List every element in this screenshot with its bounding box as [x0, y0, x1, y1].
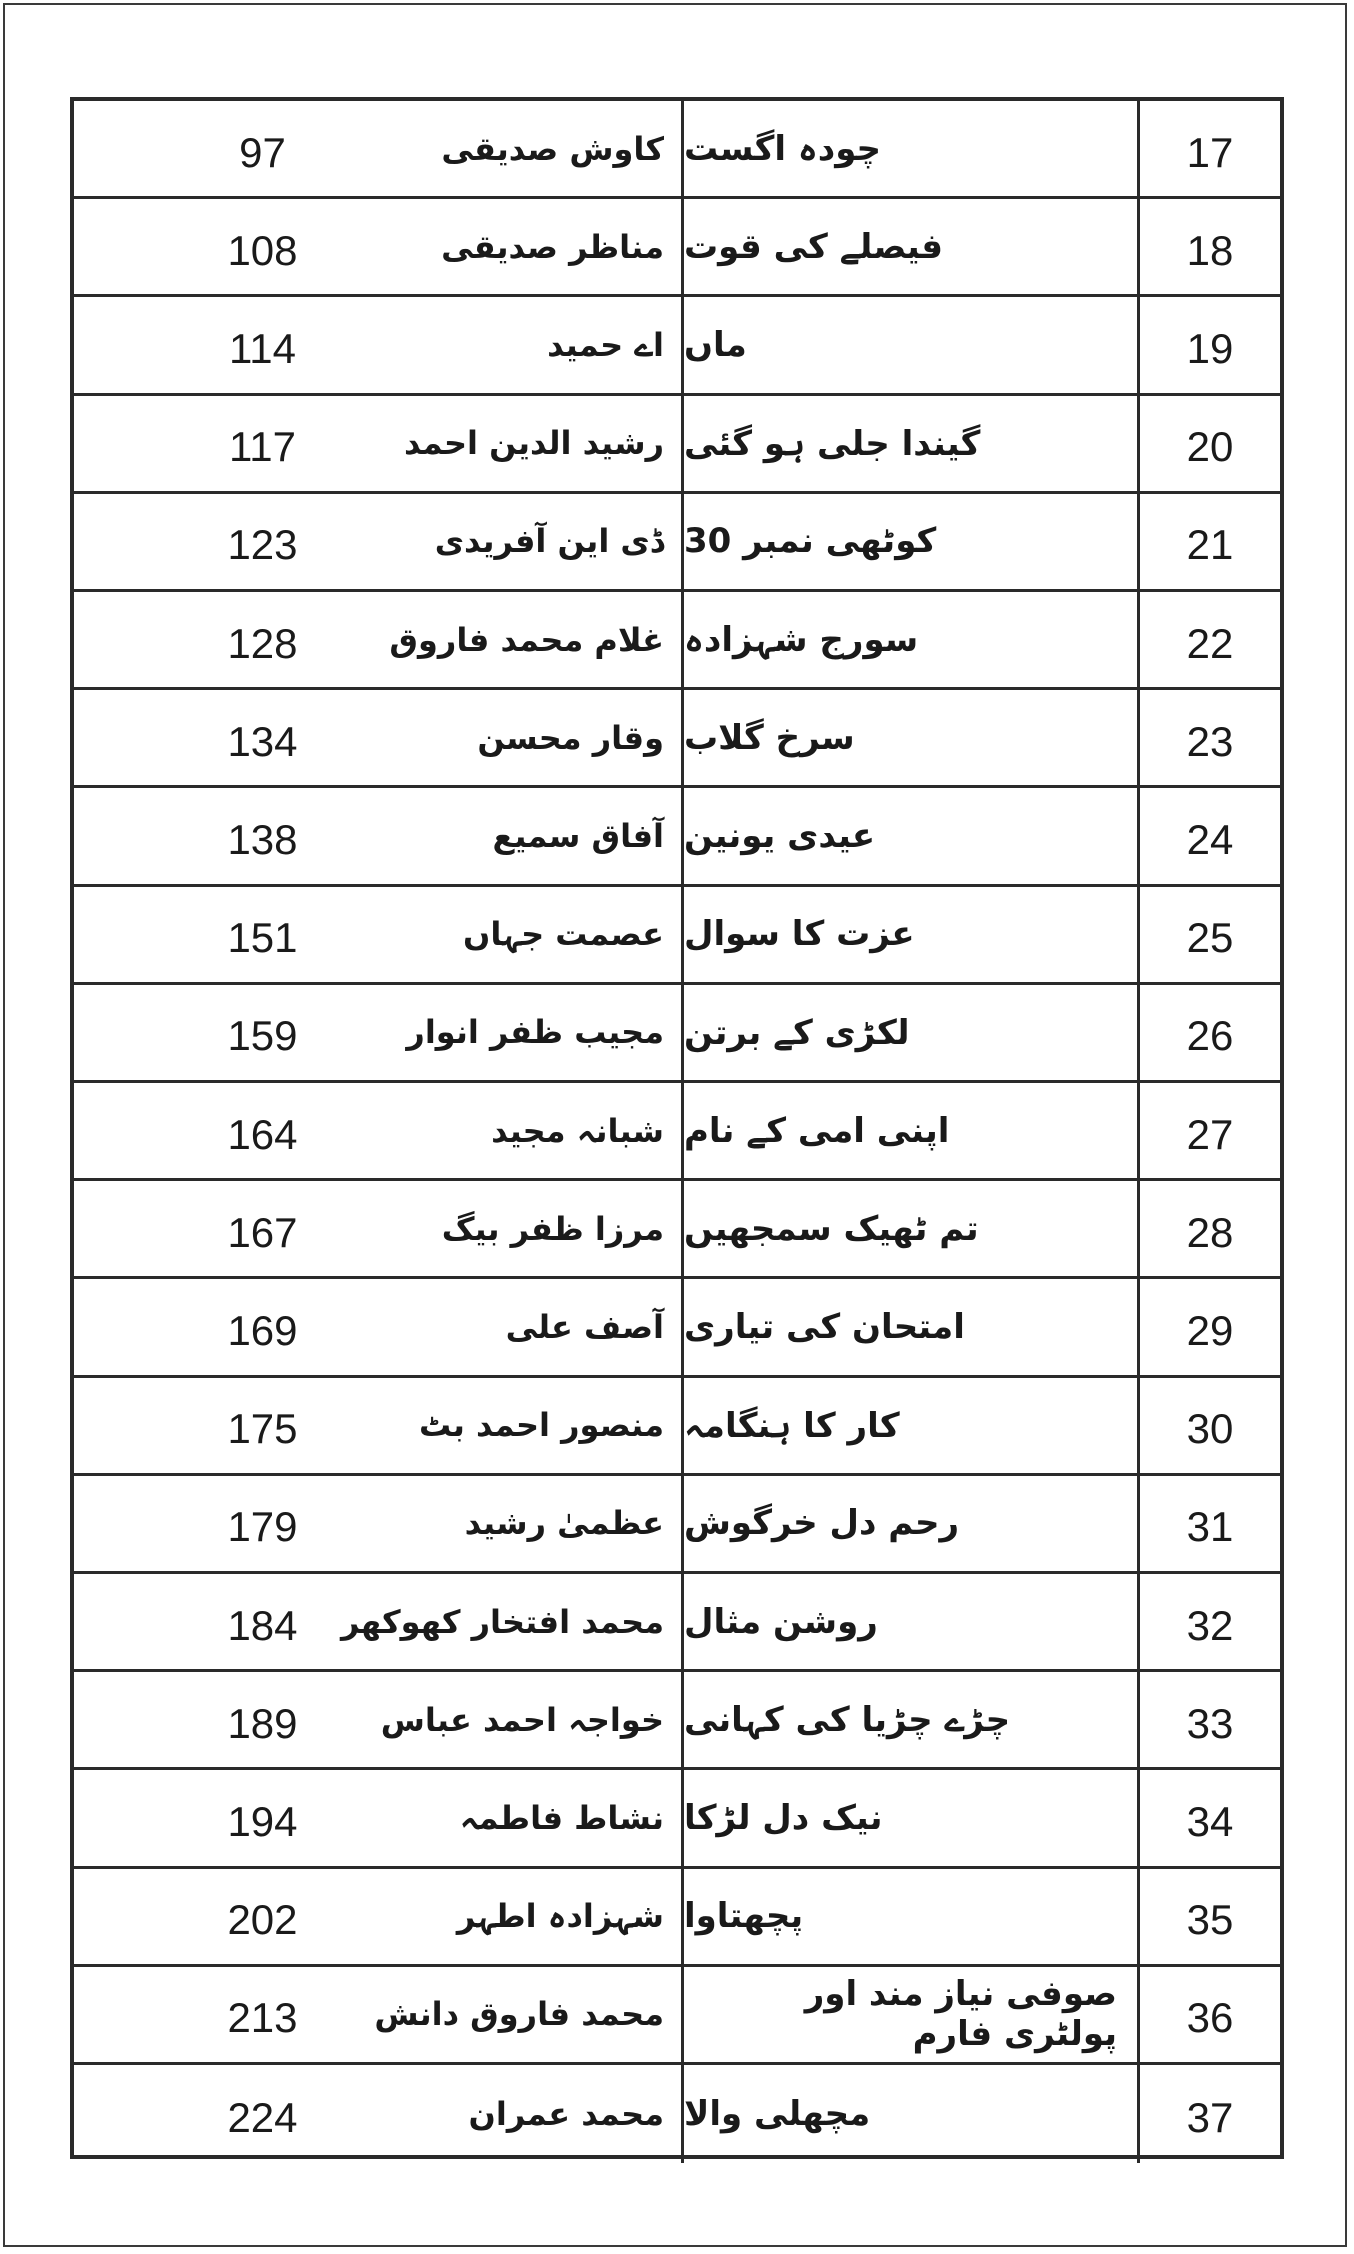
page-number: 138	[227, 815, 298, 863]
page-number: 123	[227, 521, 298, 569]
author-cell	[74, 985, 684, 1080]
serial-number: 28	[1186, 1208, 1234, 1256]
serial-number: 20	[1186, 423, 1234, 471]
story-title: سرخ گلاب	[684, 690, 1140, 785]
author-cell	[74, 1672, 684, 1767]
author-cell	[74, 199, 684, 294]
table-row	[74, 2065, 1280, 2163]
table-row	[74, 985, 1280, 1083]
author-cell	[74, 788, 684, 883]
story-title: روشن مثال	[684, 1574, 1140, 1669]
serial-number: 26	[1186, 1012, 1234, 1060]
author-name: محمد عمران	[468, 2095, 664, 2134]
table-row	[74, 592, 1280, 690]
table-row	[74, 887, 1280, 985]
serial-number: 34	[1186, 1797, 1234, 1845]
serial-number: 18	[1186, 226, 1234, 274]
author-name: کاوش صدیقی	[441, 129, 664, 168]
table-row	[74, 297, 1280, 395]
author-cell	[74, 690, 684, 785]
serial-number: 35	[1186, 1896, 1234, 1944]
story-title: گیندا جلی ہو گئی	[684, 396, 1140, 491]
page-number: 128	[227, 619, 298, 667]
serial-number: 31	[1186, 1503, 1234, 1551]
page-number: 184	[227, 1601, 298, 1649]
table-row	[74, 396, 1280, 494]
serial-number: 37	[1186, 2094, 1234, 2142]
serial-number: 17	[1186, 128, 1234, 176]
author-cell	[74, 494, 684, 589]
author-name: ڈی این آفریدی	[434, 522, 664, 561]
story-title: نیک دل لڑکا	[684, 1770, 1140, 1865]
serial-number: 29	[1186, 1306, 1234, 1354]
page-number: 159	[227, 1012, 298, 1060]
author-name: غلام محمد فاروق	[389, 620, 664, 659]
author-name: آفاق سمیع	[492, 816, 664, 855]
page-number: 108	[227, 226, 298, 274]
story-title: چودہ اگست	[684, 101, 1140, 196]
serial-number: 24	[1186, 815, 1234, 863]
page-number: 169	[227, 1306, 298, 1354]
author-cell	[74, 1378, 684, 1473]
story-title: صوفی نیاز مند اور پولٹری فارم	[684, 1967, 1140, 2062]
serial-number: 36	[1186, 1994, 1234, 2042]
author-name: شہزادہ اطہر	[456, 1897, 664, 1936]
page-number: 97	[239, 128, 286, 176]
page-number: 167	[227, 1208, 298, 1256]
page-number: 194	[227, 1797, 298, 1845]
author-name: خواجہ احمد عباس	[380, 1700, 664, 1739]
table-row	[74, 1083, 1280, 1181]
serial-number: 21	[1186, 521, 1234, 569]
story-title: رحم دل خرگوش	[684, 1476, 1140, 1571]
table-row	[74, 1869, 1280, 1967]
table-of-contents	[70, 97, 1284, 2159]
table-row	[74, 1476, 1280, 1574]
page-number: 179	[227, 1503, 298, 1551]
page-number: 202	[227, 1896, 298, 1944]
serial-number: 30	[1186, 1405, 1234, 1453]
table-row	[74, 1181, 1280, 1279]
table-row	[74, 1378, 1280, 1476]
author-cell	[74, 297, 684, 392]
serial-number: 23	[1186, 717, 1234, 765]
author-cell	[74, 1967, 684, 2062]
serial-number: 33	[1186, 1699, 1234, 1747]
page-number: 117	[229, 423, 296, 471]
author-name: محمد فاروق دانش	[374, 1995, 664, 2034]
story-title: کوٹھی نمبر 30	[684, 494, 1140, 589]
story-title: تم ٹھیک سمجھیں	[684, 1181, 1140, 1276]
serial-number: 27	[1186, 1110, 1234, 1158]
author-name: عظمیٰ رشید	[464, 1504, 664, 1543]
author-name: منصور احمد بٹ	[418, 1406, 664, 1445]
page-number: 213	[227, 1994, 298, 2042]
author-cell	[74, 1476, 684, 1571]
story-title: پچھتاوا	[684, 1869, 1140, 1964]
author-name: نشاط فاطمہ	[459, 1798, 664, 1837]
table-row	[74, 494, 1280, 592]
story-title: سورج شہزادہ	[684, 592, 1140, 687]
story-title: ماں	[684, 297, 1140, 392]
page-number: 134	[227, 717, 298, 765]
story-title: کار کا ہنگامہ	[684, 1378, 1140, 1473]
table-row	[74, 101, 1280, 199]
author-cell	[74, 1869, 684, 1964]
story-title: مچھلی والا	[684, 2065, 1140, 2163]
page-number: 189	[227, 1699, 298, 1747]
author-name: مجیب ظفر انوار	[406, 1013, 664, 1052]
story-title: لکڑی کے برتن	[684, 985, 1140, 1080]
author-cell	[74, 396, 684, 491]
author-name: شبانہ مجید	[491, 1111, 664, 1150]
author-name: آصف علی	[505, 1307, 664, 1346]
serial-number: 32	[1186, 1601, 1234, 1649]
serial-number: 25	[1186, 914, 1234, 962]
author-cell	[74, 1083, 684, 1178]
page-number: 164	[227, 1110, 298, 1158]
story-title: چڑے چڑیا کی کہانی	[684, 1672, 1140, 1767]
author-cell	[74, 1181, 684, 1276]
table-row	[74, 199, 1280, 297]
author-name: عصمت جہاں	[463, 915, 664, 954]
page-number: 224	[227, 2094, 298, 2142]
table-row	[74, 1770, 1280, 1868]
story-title: عیدی یونین	[684, 788, 1140, 883]
table-row	[74, 1967, 1280, 2065]
author-cell	[74, 1770, 684, 1865]
page-number: 114	[229, 324, 296, 372]
author-cell	[74, 1279, 684, 1374]
author-name: مرزا ظفر بیگ	[441, 1209, 664, 1248]
author-cell	[74, 887, 684, 982]
author-cell	[74, 1574, 684, 1669]
table-row	[74, 788, 1280, 886]
author-cell	[74, 101, 684, 196]
author-name: وقار محسن	[477, 718, 664, 757]
author-cell	[74, 2065, 684, 2163]
story-title: فیصلے کی قوت	[684, 199, 1140, 294]
page-number: 175	[227, 1405, 298, 1453]
story-title: اپنی امی کے نام	[684, 1083, 1140, 1178]
table-row	[74, 690, 1280, 788]
table-row	[74, 1574, 1280, 1672]
author-name: محمد افتخار کھوکھر	[340, 1602, 664, 1641]
table-row	[74, 1672, 1280, 1770]
author-name: اے حمید	[547, 325, 664, 364]
story-title: عزت کا سوال	[684, 887, 1140, 982]
story-title: امتحان کی تیاری	[684, 1279, 1140, 1374]
serial-number: 19	[1186, 324, 1234, 372]
page-number: 151	[227, 914, 298, 962]
author-name: رشید الدین احمد	[404, 424, 664, 463]
author-name: مناظر صدیقی	[441, 227, 664, 266]
author-cell	[74, 592, 684, 687]
serial-number: 22	[1186, 619, 1234, 667]
table-row	[74, 1279, 1280, 1377]
